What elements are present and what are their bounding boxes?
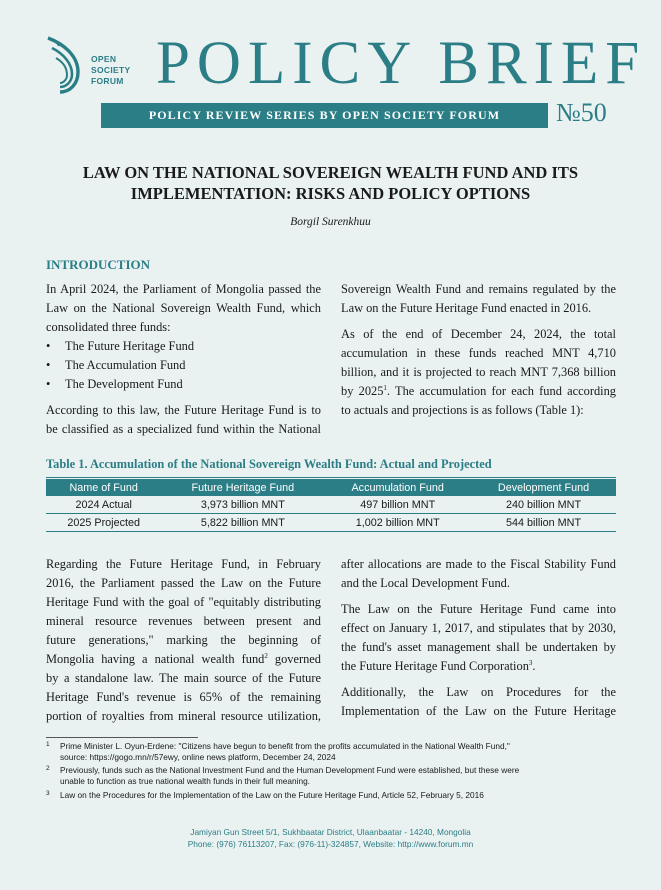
text-line: be classified as a specialized fund within the National <box>46 422 321 436</box>
text-line: the fund's asset management shall be undertaken by <box>341 640 616 654</box>
text-line: future generations," marking the beginning of <box>46 633 321 647</box>
footnote-line: Law on the Procedures for the Implementation of the Law on the Future Heritage Fund, Article 52, February 5, 2016 <box>60 790 484 800</box>
text-line: Heritage Fund with the goal of "equitably distributing <box>46 595 321 609</box>
footnote-line: Prime Minister L. Oyun-Erdene: "Citizens have begun to benefit from the profits accumulated in the National Wealth Fund," <box>60 741 510 751</box>
bullet-icon: • <box>46 358 51 372</box>
text-run: . The accumulation for each fund according <box>386 384 616 398</box>
text-line: The Law on the Future Heritage Fund came into <box>341 602 616 616</box>
table-cell: 1,002 billion MNT <box>324 514 471 532</box>
text-line: Implementation of the Law on the Future Heritage <box>341 704 616 718</box>
text-line: effect on January 1, 2017, and stipulates that by 2030, <box>341 621 616 635</box>
footnote-text <box>60 741 510 763</box>
text-line <box>341 657 616 676</box>
text-line: Sovereign Wealth Fund and remains regulated by the <box>341 282 616 296</box>
bullet-item <box>46 375 321 394</box>
table-cell: 240 billion MNT <box>471 496 616 514</box>
section-heading-introduction: INTRODUCTION <box>46 257 151 272</box>
text-run: the Future Heritage Fund Corporation <box>341 659 529 673</box>
footer-contact[interactable]: Phone: (976) 76113207, Fax: (976-11)-324857, Website: http://www.forum.mn <box>187 839 474 849</box>
text-line: Heritage Fund's revenue is 65% of the remaining <box>46 690 321 704</box>
open-society-logo-icon <box>44 36 90 94</box>
text-line: by a standalone law. The main source of the Future <box>46 671 321 685</box>
footnote-line: Previously, funds such as the National Investment Fund and the Human Development Fund were established, but these were <box>60 765 520 775</box>
org-name <box>91 54 130 87</box>
footer-address: Jamiyan Gun Street 5/1, Sukhbaatar District, Ulaanbaatar - 14240, Mongolia <box>190 827 471 837</box>
text-line: In April 2024, the Parliament of Mongolia passed the <box>46 282 321 296</box>
author: Borgil Surenkhuu <box>290 216 371 228</box>
brand-title: POLICY BRIEF <box>156 30 647 97</box>
bullet-item <box>46 337 321 356</box>
footnote-divider <box>46 737 198 738</box>
bullet-label: The Accumulation Fund <box>65 358 186 372</box>
bullet-label: The Development Fund <box>65 377 183 391</box>
table-cell: 2025 Projected <box>46 514 161 532</box>
body-right-column <box>341 555 616 721</box>
table-header-cell: Accumulation Fund <box>324 479 471 496</box>
text-line: According to this law, the Future Heritage Fund is to <box>46 403 321 417</box>
text-line: Law on the Future Heritage Fund enacted in 2016. <box>341 301 592 315</box>
bullet-item <box>46 356 321 375</box>
footnote-line: source: https://gogo.mn/r/57ewy, online news platform, December 24, 2024 <box>60 752 336 762</box>
org-name-line: SOCIETY <box>91 65 131 75</box>
table-row <box>46 514 616 532</box>
page-footer <box>0 826 661 850</box>
series-banner: POLICY REVIEW SERIES BY OPEN SOCIETY FORUM <box>101 103 548 128</box>
text-run: Mongolia having a national wealth fund <box>46 652 265 666</box>
text-run: by 2025 <box>341 384 384 398</box>
document-title-line: IMPLEMENTATION: RISKS AND POLICY OPTIONS <box>130 184 531 203</box>
text-line: to actuals and projections is as follows (Table 1): <box>341 403 584 417</box>
bullet-icon: • <box>46 339 51 353</box>
text-line: 2016, the Parliament passed the Law on the Future <box>46 576 321 590</box>
table-cell: 2024 Actual <box>46 496 161 514</box>
text-line: accumulation in these funds reached MNT 4,710 <box>341 346 616 360</box>
text-line: consolidated three funds: <box>46 320 171 334</box>
text-line: and the Local Development Fund. <box>341 576 510 590</box>
table-cell: 544 billion MNT <box>471 514 616 532</box>
footnote-line: unable to function as true national wealth funds in their full meaning. <box>60 776 310 786</box>
bullet-icon: • <box>46 377 51 391</box>
table-header-cell: Name of Fund <box>46 479 161 496</box>
table-header-cell: Future Heritage Fund <box>161 479 324 496</box>
text-line: portion of royalties from mineral resource utilization, <box>46 709 321 723</box>
text-line: Additionally, the Law on Procedures for the <box>341 685 616 699</box>
org-name-line: FORUM <box>91 76 124 86</box>
table-cell: 3,973 billion MNT <box>161 496 324 514</box>
footnote-text <box>60 790 484 801</box>
text-run: governed <box>267 652 321 666</box>
footnote-number: 2 <box>46 765 50 772</box>
document-title <box>30 162 631 204</box>
table-caption: Table 1. Accumulation of the National Sovereign Wealth Fund: Actual and Projected <box>46 457 492 471</box>
table-cell: 497 billion MNT <box>324 496 471 514</box>
bullet-label: The Future Heritage Fund <box>65 339 195 353</box>
text-line: billion, and it is projected to reach MNT 7,368 billion <box>341 365 616 379</box>
intro-left-column <box>46 280 321 439</box>
table-cell: 5,822 billion MNT <box>161 514 324 532</box>
text-line <box>46 650 321 669</box>
body-left-column <box>46 555 321 726</box>
text-run: . <box>532 659 536 673</box>
text-line: Regarding the Future Heritage Fund, in February <box>46 557 321 571</box>
issue-number: №50 <box>556 98 607 127</box>
table-header-row <box>46 479 616 496</box>
table-row <box>46 496 616 514</box>
text-line: As of the end of December 24, 2024, the total <box>341 327 616 341</box>
footnote-ref[interactable]: 3 <box>528 658 533 667</box>
text-line: after allocations are made to the Fiscal Stability Fund <box>341 557 616 571</box>
footnote-text <box>60 765 519 787</box>
intro-right-column <box>341 280 616 420</box>
footnote-number: 3 <box>46 790 50 797</box>
org-name-line: OPEN <box>91 54 117 64</box>
text-line <box>341 382 616 401</box>
text-line: mineral resource revenues between present and <box>46 614 321 628</box>
footnote-number: 1 <box>46 741 50 748</box>
table-header-cell: Development Fund <box>471 479 616 496</box>
footnote-ref[interactable]: 2 <box>264 651 268 660</box>
footnote-ref[interactable]: 1 <box>383 383 387 392</box>
fund-accumulation-table <box>46 479 616 532</box>
document-title-line: LAW ON THE NATIONAL SOVEREIGN WEALTH FUND AND ITS <box>82 163 579 182</box>
text-line: Law on the National Sovereign Wealth Fund, which <box>46 301 321 315</box>
